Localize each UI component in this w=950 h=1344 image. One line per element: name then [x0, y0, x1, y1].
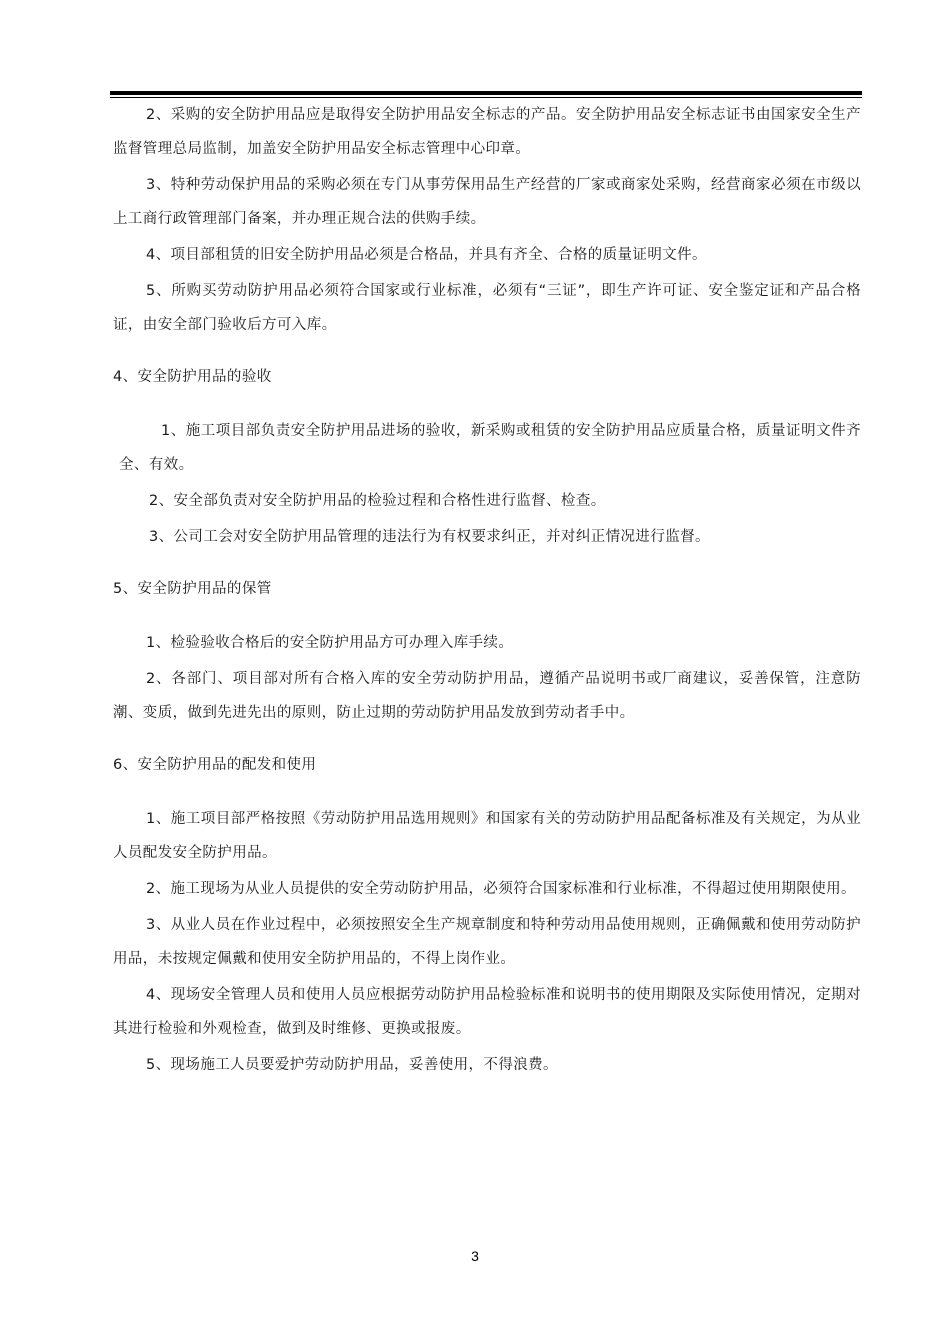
- paragraph: 1、施工项目部负责安全防护用品进场的验收，新采购或租赁的安全防护用品应质量合格，质量证明文件齐全、有效。: [119, 423, 861, 473]
- section-heading: 6、安全防护用品的配发和使用: [113, 757, 317, 773]
- paragraph: 5、现场施工人员要爱护劳动防护用品，妥善使用，不得浪费。: [146, 1057, 558, 1073]
- paragraph: 1、施工项目部严格按照《劳动防护用品选用规则》和国家有关的劳动防护用品配备标准及有关规定，为从业人员配发安全防护用品。: [113, 811, 861, 861]
- paragraph: 2、采购的安全防护用品应是取得安全防护用品安全标志的产品。安全防护用品安全标志证书由国家安全生产监督管理总局监制，加盖安全防护用品安全标志管理中心印章。: [113, 107, 861, 157]
- header-rule-thick: [110, 91, 862, 95]
- paragraph: 5、所购买劳动防护用品必须符合国家或行业标准，必须有“三证”，即生产许可证、安全鉴定证和产品合格证，由安全部门验收后方可入库。: [113, 283, 861, 333]
- paragraph: 1、检验验收合格后的安全防护用品方可办理入库手续。: [146, 635, 514, 651]
- paragraph: 2、安全部负责对安全防护用品的检验过程和合格性进行监督、检查。: [149, 493, 606, 509]
- paragraph: 4、项目部租赁的旧安全防护用品必须是合格品，并具有齐全、合格的质量证明文件。: [146, 247, 707, 263]
- paragraph: 3、从业人员在作业过程中，必须按照安全生产规章制度和特种劳动用品使用规则，正确佩戴和使用劳动防护用品，未按规定佩戴和使用安全防护用品的，不得上岗作业。: [113, 917, 861, 967]
- section-heading: 5、安全防护用品的保管: [113, 581, 272, 597]
- page-number: 3: [471, 1248, 479, 1264]
- paragraph: 4、现场安全管理人员和使用人员应根据劳动防护用品检验标准和说明书的使用期限及实际使用情况，定期对其进行检验和外观检查，做到及时维修、更换或报废。: [113, 987, 861, 1037]
- section-heading: 4、安全防护用品的验收: [113, 369, 272, 385]
- document-body: [113, 98, 861, 1084]
- paragraph: 2、施工现场为从业人员提供的安全劳动防护用品，必须符合国家标准和行业标准，不得超过使用期限使用。: [146, 881, 856, 897]
- paragraph: 3、特种劳动保护用品的采购必须在专门从事劳保用品生产经营的厂家或商家处采购，经营商家必须在市级以上工商行政管理部门备案，并办理正规合法的供购手续。: [113, 177, 861, 227]
- paragraph: 3、公司工会对安全防护用品管理的违法行为有权要求纠正，并对纠正情况进行监督。: [149, 529, 710, 545]
- paragraph: 2、各部门、项目部对所有合格入库的安全劳动防护用品，遵循产品说明书或厂商建议，妥善保管，注意防潮、变质，做到先进先出的原则，防止过期的劳动防护用品发放到劳动者手中。: [113, 671, 861, 721]
